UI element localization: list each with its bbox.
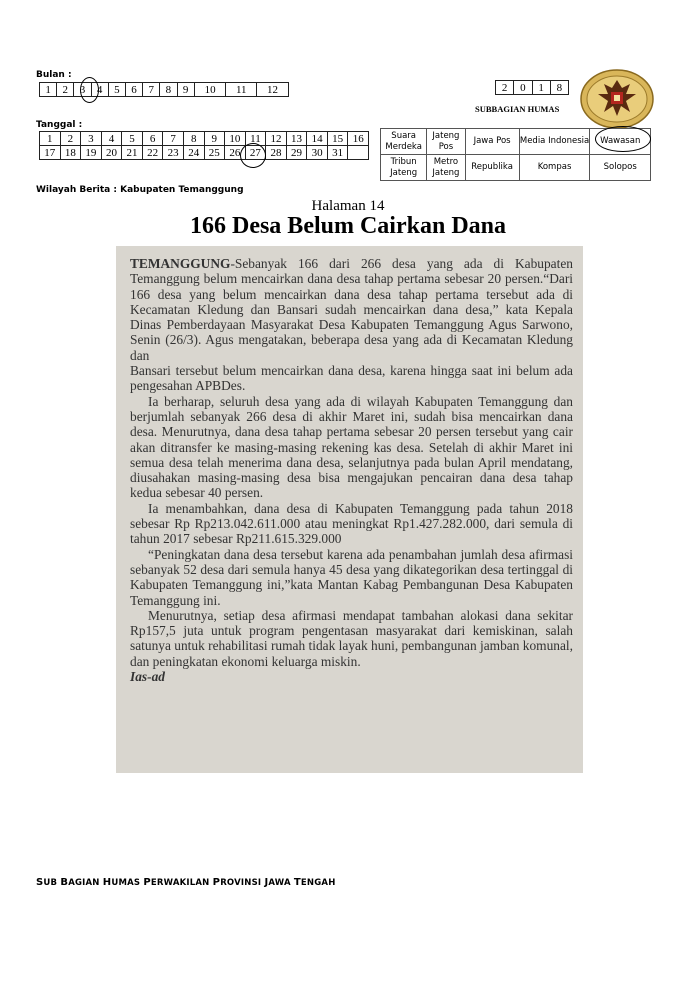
date-cell: 26 bbox=[225, 146, 246, 160]
date-cell: 9 bbox=[204, 132, 225, 146]
month-cell: 8 bbox=[160, 83, 177, 97]
date-cell: 31 bbox=[327, 146, 348, 160]
footer-initial: H bbox=[102, 877, 112, 888]
article-paragraph: Bansari tersebut belum mencairkan dana desa, karena hingga saat ini belum ada pengesahan APBDes. bbox=[130, 363, 573, 394]
selected-date-circle bbox=[240, 143, 266, 168]
date-cell: 19 bbox=[81, 146, 102, 160]
media-cell: Jateng Pos bbox=[427, 129, 465, 155]
date-cell bbox=[348, 146, 369, 160]
media-cell: Wawasan bbox=[590, 129, 651, 155]
date-cell: 27 bbox=[245, 146, 266, 160]
selected-media-circle bbox=[595, 126, 651, 152]
media-cell: Tribun Jateng bbox=[381, 155, 427, 181]
year-digit: 1 bbox=[532, 81, 550, 95]
date-cell: 4 bbox=[101, 132, 122, 146]
media-cell: Media Indonesia bbox=[519, 129, 590, 155]
footer-initial: T bbox=[293, 877, 301, 888]
bulan-label: Bulan : bbox=[36, 70, 72, 80]
date-cell: 2 bbox=[60, 132, 81, 146]
media-cell: Solopos bbox=[590, 155, 651, 181]
date-cell: 21 bbox=[122, 146, 143, 160]
media-cell: Kompas bbox=[519, 155, 590, 181]
month-cell: 10 bbox=[194, 83, 226, 97]
article-paragraph: “Peningkatan dana desa tersebut karena ada penambahan jumlah desa afirmasi sebanyak 52 desa dari semula hanya 45 desa yang dikategorikan desa tertinggal di Kabupaten Temanggung ini,”kata Mantan Kabag Pembangunan Desa Kabupaten Temanggung ini. bbox=[130, 546, 573, 608]
media-cell: Suara Merdeka bbox=[381, 129, 427, 155]
date-cell: 6 bbox=[142, 132, 163, 146]
year-digit: 8 bbox=[550, 81, 568, 95]
date-cell: 23 bbox=[163, 146, 184, 160]
media-cell: Jawa Pos bbox=[465, 129, 519, 155]
date-cell: 7 bbox=[163, 132, 184, 146]
date-cell: 24 bbox=[183, 146, 204, 160]
region-label: Wilayah Berita : Kabupaten Temanggung bbox=[36, 185, 244, 195]
article-paragraph: Ia menambahkan, dana desa di Kabupaten Temanggung pada tahun 2018 sebesar Rp Rp213.042.611.000 atau meningkat Rp1.427.282.000, dari semula di tahun 2017 sebesar Rp211.615.329.000 bbox=[130, 500, 573, 547]
media-cell: Metro Jateng bbox=[427, 155, 465, 181]
date-cell: 10 bbox=[225, 132, 246, 146]
footer-initial: J bbox=[264, 877, 269, 888]
month-grid bbox=[39, 82, 289, 97]
footer-initial: B bbox=[60, 877, 69, 888]
selected-month-circle bbox=[80, 77, 99, 103]
month-cell: 11 bbox=[226, 83, 257, 97]
footer-word-rest: ENGAH bbox=[300, 878, 336, 888]
month-cell: 7 bbox=[143, 83, 160, 97]
newspaper-clipping bbox=[116, 246, 583, 773]
article-body bbox=[116, 246, 583, 684]
year-digit: 0 bbox=[514, 81, 532, 95]
date-cell: 15 bbox=[327, 132, 348, 146]
article-paragraph: Ia berharap, seluruh desa yang ada di wilayah Kabupaten Temanggung dan berjumlah sebanyak 266 desa di akhir Maret ini, sudah bisa mencairkan dana desa. Menurutnya, dana desa tahap pertama sebesar 20 persen tersebut yang cair akan ditransfer ke masing-masing rekening kas desa. Setelah di akhir Maret ini semua desa telah menerima dana desa, selanjutnya pada bulan April mendatang, diusahakan masing-masing desa bisa mengajukan pencairan dana desa tahap kedua sebesar 40 persen. bbox=[130, 393, 573, 501]
page-number: Halaman 14 bbox=[311, 198, 385, 214]
date-cell: 22 bbox=[142, 146, 163, 160]
month-cell: 1 bbox=[40, 83, 57, 97]
footer-word-rest: UB bbox=[43, 878, 61, 888]
headline: 166 Desa Belum Cairkan Dana bbox=[189, 213, 507, 239]
date-grid bbox=[39, 131, 369, 160]
tanggal-label: Tanggal : bbox=[36, 120, 83, 130]
media-cell: Republika bbox=[465, 155, 519, 181]
footer-word-rest: AGIAN bbox=[68, 878, 103, 888]
date-cell: 13 bbox=[286, 132, 307, 146]
article-paragraph: Menurutnya, setiap desa afirmasi mendapat tambahan alokasi dana sekitar Rp157,5 juta untuk program pengentasan masyarakat dari kemiskinan, salah satunya untuk rehabilitasi rumah tidak layak huni, pembangunan jamban komunal, dan peningkatan ekonomi keluarga miskin. bbox=[130, 607, 573, 669]
date-cell: 28 bbox=[266, 146, 287, 160]
garuda-emblem-icon bbox=[578, 68, 656, 130]
date-cell: 1 bbox=[40, 132, 61, 146]
footer-office-name bbox=[36, 877, 336, 888]
date-cell: 5 bbox=[122, 132, 143, 146]
date-cell: 25 bbox=[204, 146, 225, 160]
month-cell: 9 bbox=[177, 83, 194, 97]
date-cell: 12 bbox=[266, 132, 287, 146]
footer-word-rest: ERWAKILAN bbox=[150, 878, 213, 888]
footer-word-rest: ROVINSI bbox=[220, 878, 265, 888]
office-label: SUBBAGIAN HUMAS bbox=[475, 104, 560, 114]
year-digit: 2 bbox=[496, 81, 514, 95]
footer-word-rest: AWA bbox=[268, 878, 294, 888]
date-cell: 20 bbox=[101, 146, 122, 160]
month-cell: 5 bbox=[108, 83, 125, 97]
date-cell: 29 bbox=[286, 146, 307, 160]
month-cell: 12 bbox=[257, 83, 289, 97]
footer-initial: P bbox=[143, 877, 151, 888]
month-cell: 3 bbox=[74, 83, 91, 97]
month-cell: 2 bbox=[57, 83, 74, 97]
year-box bbox=[495, 80, 569, 95]
date-cell: 11 bbox=[245, 132, 266, 146]
date-cell: 30 bbox=[307, 146, 328, 160]
date-cell: 18 bbox=[60, 146, 81, 160]
dateline: TEMANGGUNG bbox=[130, 256, 231, 271]
byline: Ias-ad bbox=[130, 669, 165, 685]
footer-initial: S bbox=[36, 877, 44, 888]
footer-word-rest: UMAS bbox=[111, 878, 144, 888]
month-cell: 6 bbox=[125, 83, 142, 97]
date-cell: 8 bbox=[183, 132, 204, 146]
month-cell: 4 bbox=[91, 83, 108, 97]
article-paragraph: TEMANGGUNG-Sebanyak 166 dari 266 desa yang ada di Kabupaten Temanggung belum mencairkan dana desa tahap pertama sebesar 20 persen.“Dari 166 desa yang belum mencairkan dana desa tahap pertama tersebut ada di Kecamatan Kledung dan Bansari sudah mencairkan dana desa,” kata Kepala Dinas Pemberdayaan Masyarakat Desa Kabupaten Temanggung Agus Sarwono, Senin (26/3). Agus mengatakan, beberapa desa yang ada di Kecamatan Kledung dan bbox=[130, 256, 573, 363]
footer-initial: P bbox=[212, 877, 221, 888]
date-cell: 14 bbox=[307, 132, 328, 146]
date-cell: 16 bbox=[348, 132, 369, 146]
date-cell: 17 bbox=[40, 146, 61, 160]
date-cell: 3 bbox=[81, 132, 102, 146]
